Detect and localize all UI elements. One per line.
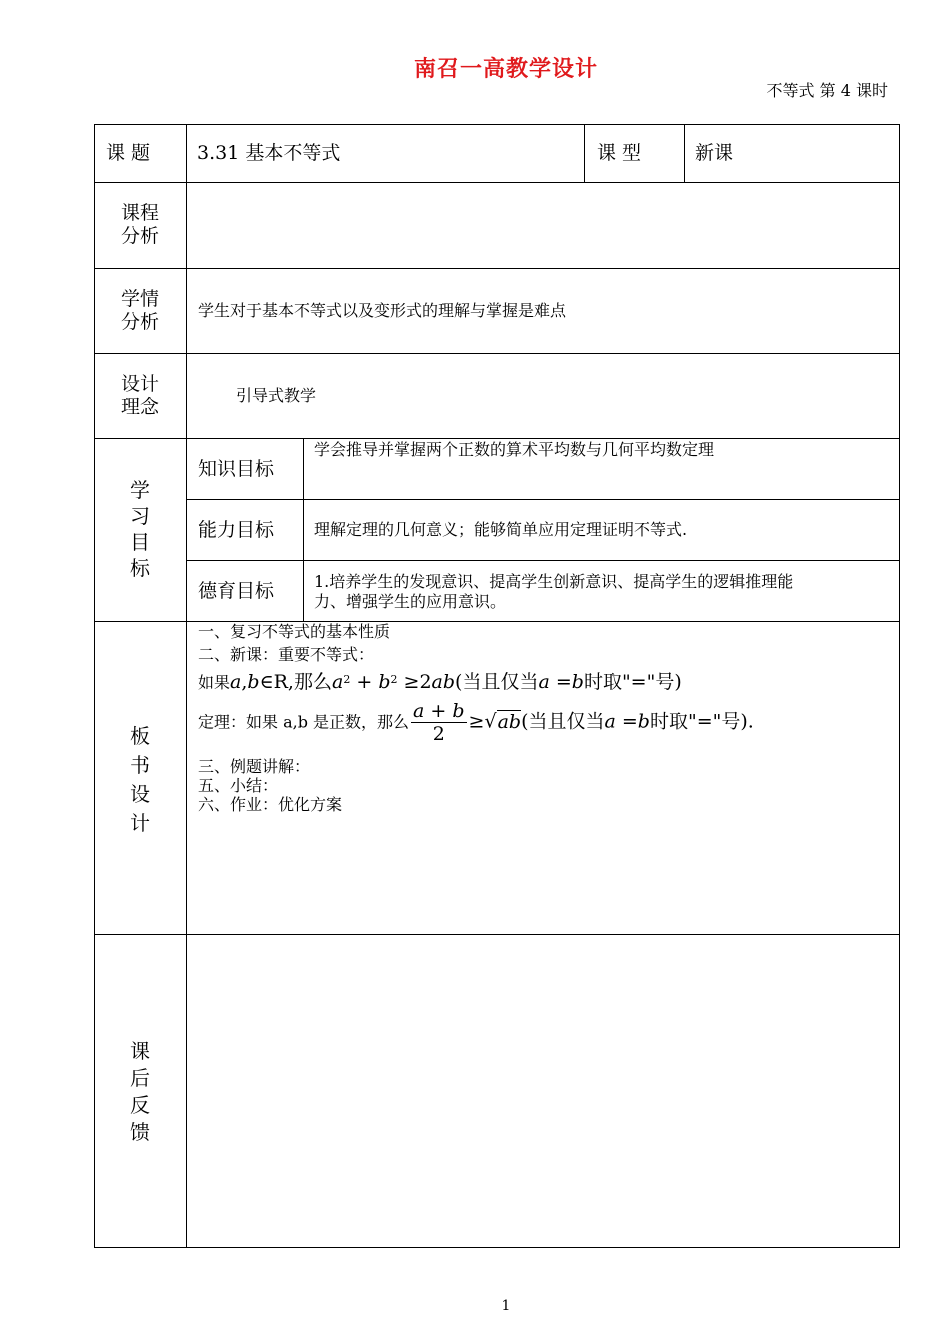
student-analysis-value: 学生对于基本不等式以及变形式的理解与掌握是难点: [198, 301, 567, 320]
knowledge-goal-value: 学会推导并掌握两个正数的算术平均数与几何平均数定理: [314, 440, 715, 459]
ability-goal-value: 理解定理的几何意义；能够简单应用定理证明不等式.: [314, 520, 688, 539]
board-line-3: 如果a,b∈R,那么$a^2 + b^2 \ge 2ab$(当且仅当a =b时取"="号): [198, 671, 682, 693]
board-line-4-prefix: 定理：如果 a,b 是正数，那么: [198, 712, 410, 732]
board-line-5: 三、例题讲解：: [198, 757, 311, 776]
board-line-3-cond: 时取"="号): [583, 671, 682, 693]
ability-goal-label: 能力目标: [198, 519, 275, 541]
goals-label: 学习目标: [130, 478, 150, 580]
board-line-6: 五、小结：: [198, 776, 279, 795]
moral-goal-label: 德育目标: [198, 580, 275, 602]
board-line-1: 一、复习不等式的基本性质: [198, 622, 391, 641]
topic-label: 课 题: [106, 142, 151, 164]
board-line-3-prefix: 如果: [198, 673, 231, 692]
design-label: 设计理念: [120, 373, 159, 418]
student-analysis-label: 学情分析: [120, 288, 159, 333]
lesson-subtitle: 不等式 第 4 课时: [766, 81, 888, 100]
feedback-label: 课后反馈: [130, 1039, 150, 1144]
type-value: 新课: [695, 142, 734, 164]
moral-goal-line2: 力、增强学生的应用意识。: [314, 592, 507, 611]
board-line-4: 定理：如果 a,b 是正数，那么 $\frac{a + b}{2}$ ≥√ab(当且仅当a =b时取"="号).: [198, 700, 754, 745]
course-analysis-label: 课程分析: [120, 202, 159, 247]
board-line-2: 二、新课：重要不等式：: [198, 645, 375, 664]
page-title: 南召一高教学设计: [413, 57, 598, 82]
design-value: 引导式教学: [236, 386, 317, 405]
type-label: 课 型: [597, 142, 642, 164]
moral-goal-line1: 1.培养学生的发现意识、提高学生创新意识、提高学生的逻辑推理能: [314, 572, 794, 591]
knowledge-goal-label: 知识目标: [198, 458, 275, 480]
board-line-7: 六、作业：优化方案: [198, 795, 343, 814]
topic-value: 3.31 基本不等式: [197, 142, 341, 164]
board-line-4-cond: 时取"="号).: [649, 710, 754, 733]
page-number: 1: [501, 1298, 511, 1314]
board-design-label: 板书设计: [130, 724, 150, 835]
